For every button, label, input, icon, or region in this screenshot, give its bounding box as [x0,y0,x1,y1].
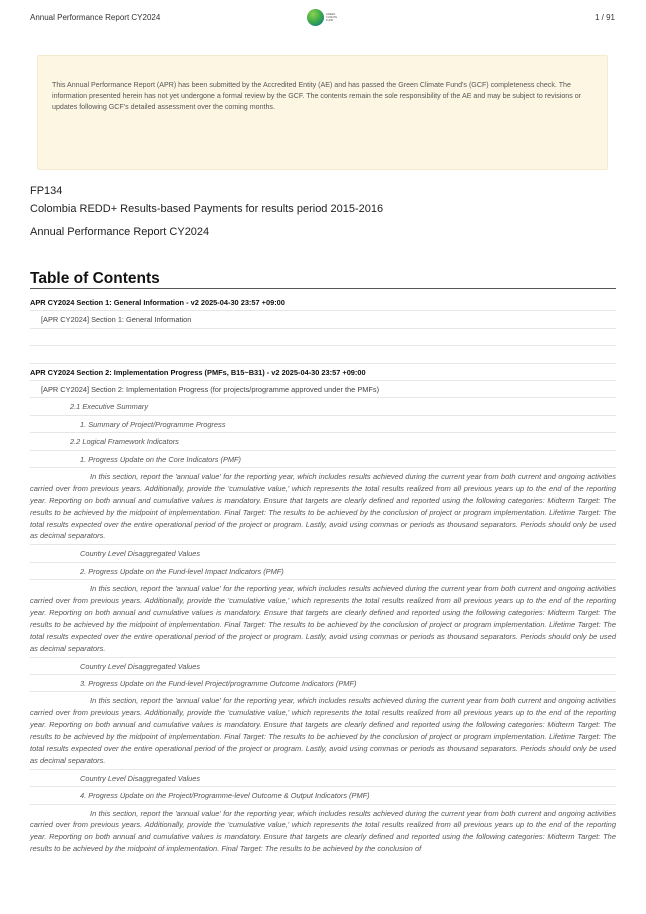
toc-country-values[interactable]: Country Level Disaggregated Values [30,545,616,562]
toc-section-2-item[interactable]: [APR CY2024] Section 2: Implementation Progress (for projects/programme approved under the PMFs) [30,381,616,398]
toc-outcome-indicators[interactable]: 3. Progress Update on the Fund-level Project/programme Outcome Indicators (PMF) [30,675,616,692]
header-title: Annual Performance Report CY2024 [30,13,161,22]
globe-icon [307,9,324,26]
table-of-contents [30,294,616,857]
toc-logframe-indicators[interactable]: 2.2 Logical Framework Indicators [30,433,616,450]
toc-country-values[interactable]: Country Level Disaggregated Values [30,770,616,787]
toc-section-1-item[interactable]: [APR CY2024] Section 1: General Information [30,311,616,328]
gcf-logo [307,9,341,27]
project-title: Colombia REDD+ Results-based Payments for results period 2015-2016 [30,203,384,215]
toc-summary-progress[interactable]: 1. Summary of Project/Programme Progress [30,416,616,433]
toc-core-indicators[interactable]: 1. Progress Update on the Core Indicators (PMF) [30,451,616,468]
toc-section-2-heading[interactable]: APR CY2024 Section 2: Implementation Progress (PMFs, B15~B31) - v2 2025-04-30 23:57 +09:00 [30,364,616,381]
toc-instruction-paragraph: In this section, report the 'annual value' for the reporting year, which includes results achieved during the current year from both current and ongoing activities carried over from previous years. Additionally, provide the 'cumulative value,' which represents the total results realized from all previous years up to the end of the reporting year. Reporting on both annual and cumulative values is mandatory. Ensure that targets are clearly defined and reported using the following categories: Midterm Target: The results to be achieved by the midpoint of implementation. Final Target: The results to be achieved by the conclusion of [30,808,616,854]
toc-instruction-paragraph: In this section, report the 'annual value' for the reporting year, which includes results achieved during the current year from both current and ongoing activities carried over from previous years. Additionally, provide the 'cumulative value,' which represents the total results realized from all previous years up to the end of the reporting year. Reporting on both annual and cumulative values is mandatory. Ensure that targets are clearly defined and reported using the following categories: Midterm Target: The results to be achieved by the midpoint of implementation. Final Target: The results to be achieved by the conclusion of project or program implementation. Lifetime Target: The total results expected over the entire operational period of the project or program. Lastly, avoid using commas or periods as thousand separators. Periods should only be used as decimal separators. [30,692,616,769]
report-title: Annual Performance Report CY2024 [30,226,210,238]
toc-instruction-paragraph: In this section, report the 'annual value' for the reporting year, which includes results achieved during the current year from both current and ongoing activities carried over from previous years. Additionally, provide the 'cumulative value,' which represents the total results realized from all previous years up to the end of the reporting year. Reporting on both annual and cumulative values is mandatory. Ensure that targets are clearly defined and reported using the following categories: Midterm Target: The results to be achieved by the midpoint of implementation. Final Target: The results to be achieved by the conclusion of project or program implementation. Lifetime Target: The total results expected over the entire operational period of the project or program. Lastly, avoid using commas or periods as thousand separators. Periods should only be used as decimal separators. [30,580,616,657]
page-indicator: 1 / 91 [594,13,615,22]
toc-executive-summary[interactable]: 2.1 Executive Summary [30,398,616,415]
disclaimer-notice [37,55,608,170]
toc-heading: Table of Contents [30,270,616,289]
toc-instruction-paragraph: In this section, report the 'annual value' for the reporting year, which includes results achieved during the current year from both current and ongoing activities carried over from previous years. Additionally, provide the 'cumulative value,' which represents the total results realized from all previous years up to the end of the reporting year. Reporting on both annual and cumulative values is mandatory. Ensure that targets are clearly defined and reported using the following categories: Midterm Target: The results to be achieved by the midpoint of implementation. Final Target: The results to be achieved by the conclusion of project or program implementation. Lifetime Target: The total results expected over the entire operational period of the project or program. Lastly, avoid using commas or periods as thousand separators. Periods should only be used as decimal separators. [30,468,616,545]
logo-text: GREEN CLIMATE FUND [326,13,338,22]
toc-country-values[interactable]: Country Level Disaggregated Values [30,658,616,675]
project-code: FP134 [30,185,63,197]
toc-spacer [30,329,616,346]
toc-impact-indicators[interactable]: 2. Progress Update on the Fund-level Impact Indicators (PMF) [30,563,616,580]
toc-section-1-heading[interactable]: APR CY2024 Section 1: General Information - v2 2025-04-30 23:57 +09:00 [30,294,616,311]
toc-spacer [30,346,616,363]
disclaimer-text: This Annual Performance Report (APR) has been submitted by the Accredited Entity (AE) and has passed the Green Climate Fund's (GCF) completeness check. The information presented herein has not yet undergone a formal review by the GCF. The contents remain the sole responsibility of the AE and may be subject to revisions or updates following GCF's detailed assessment over the coming months. [52,81,582,112]
toc-output-indicators[interactable]: 4. Progress Update on the Project/Programme-level Outcome & Output Indicators (PMF) [30,787,616,804]
